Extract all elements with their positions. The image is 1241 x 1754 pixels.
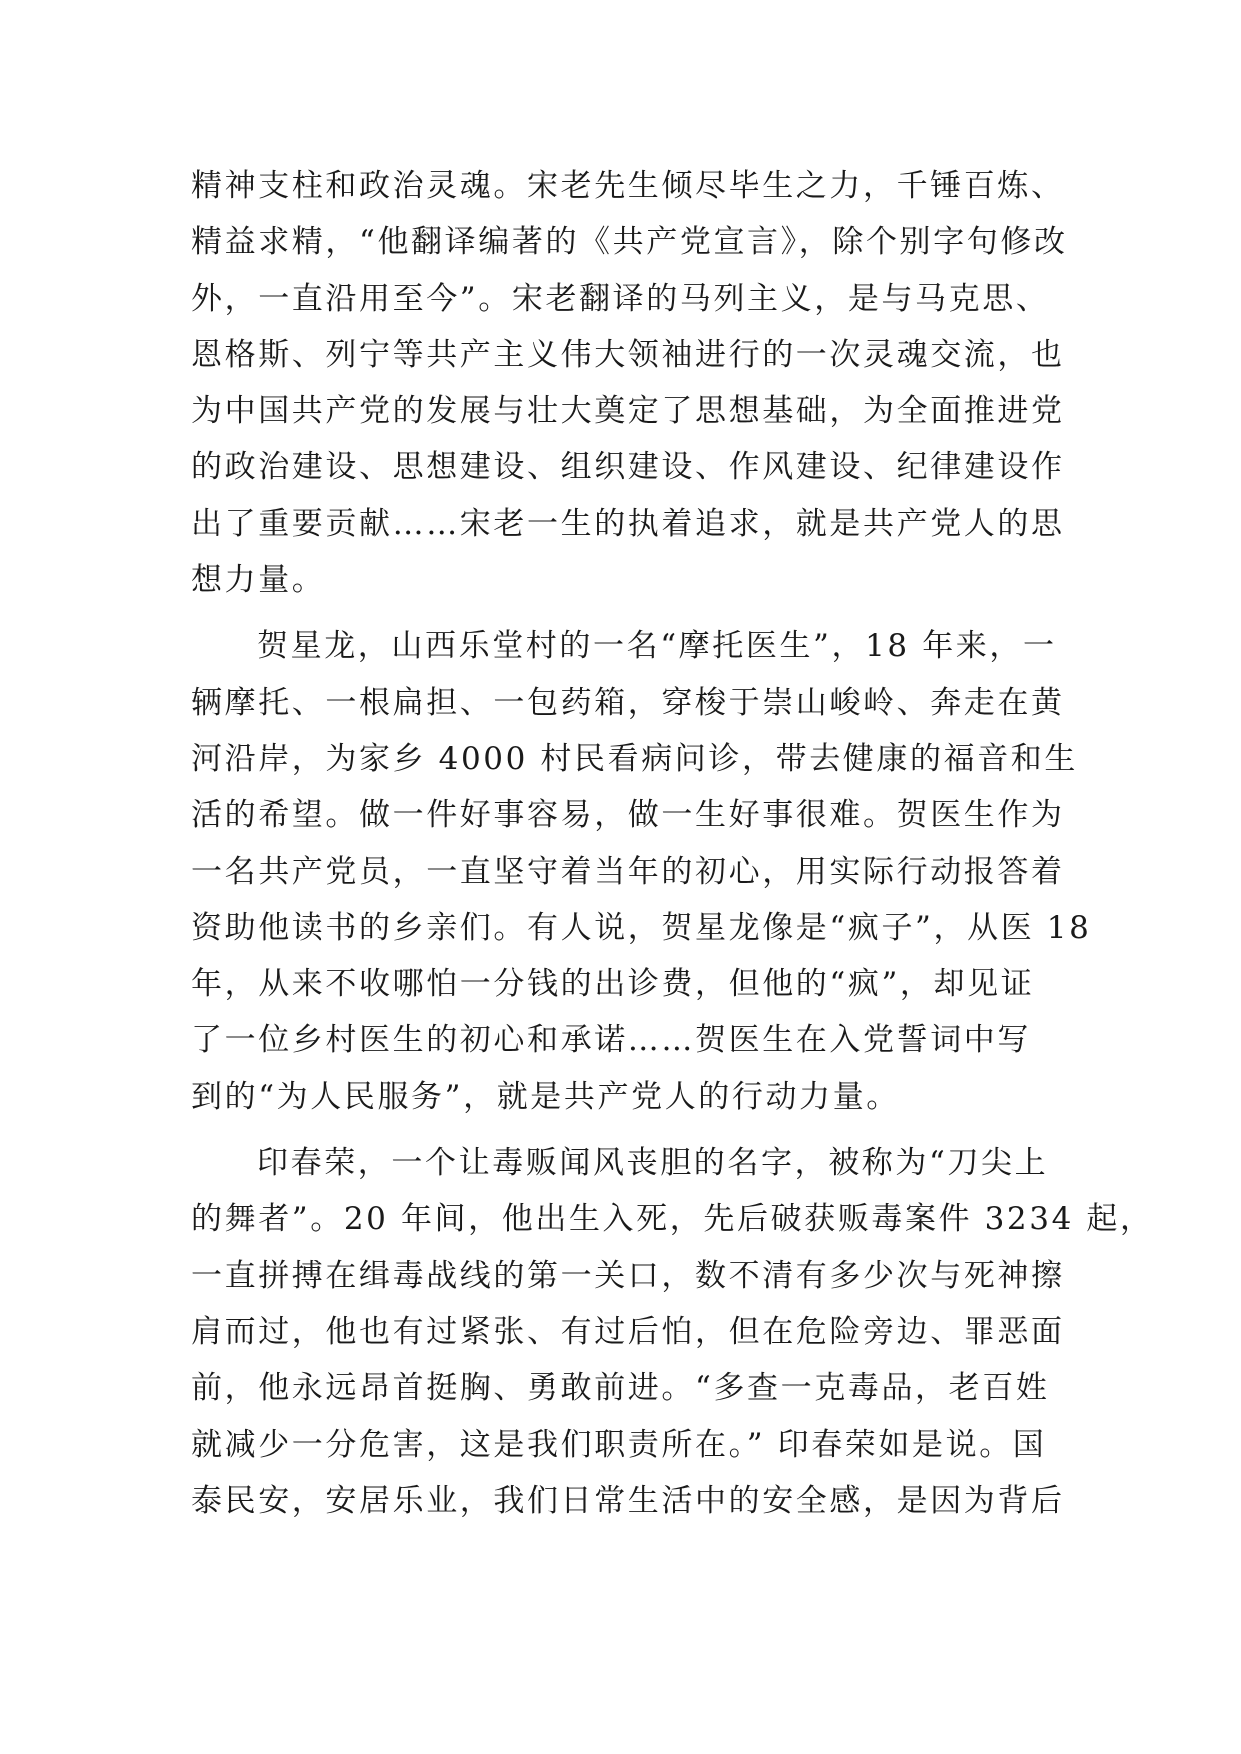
text-line: 印春荣，一个让毒贩闻风丧胆的名字，被称为“刀尖上 (257, 1145, 1049, 1182)
text-line: 活的希望。做一件好事容易，做一生好事很难。贺医生作为 (191, 797, 1065, 834)
paragraph (191, 158, 1071, 608)
text-line: 就减少一分危害，这是我们职责所在。” 印春荣如是说。国 (191, 1426, 1047, 1463)
text-line: 年，从来不收哪怕一分钱的出诊费，但他的“疯”，却见证 (191, 966, 1035, 1003)
text-line: 一名共产党员，一直坚守着当年的初心，用实际行动报答着 (191, 853, 1065, 890)
paragraph-gap (191, 1125, 1071, 1135)
text-line: 肩而过，他也有过紧张、有过后怕，但在危险旁边、罪恶面 (191, 1313, 1065, 1350)
text-line: 资助他读书的乡亲们。有人说，贺星龙像是“疯子”，从医 18 (191, 909, 1092, 946)
paragraph (191, 1135, 1154, 1529)
text-line: 一直拼搏在缉毒战线的第一关口，数不清有多少次与死神擦 (191, 1257, 1065, 1294)
text-line: 出了重要贡献……宋老一生的执着追求，就是共产党人的思 (191, 505, 1065, 542)
paragraph-gap (191, 608, 1071, 618)
text-line: 的舞者”。20 年间，他出生入死，先后破获贩毒案件 3234 起， (191, 1201, 1154, 1238)
text-line: 精神支柱和政治灵魂。宋老先生倾尽毕生之力，千锤百炼、 (191, 168, 1065, 204)
text-line: 精益求精，“他翻译编著的《共产党宣言》，除个别字句修改 (191, 224, 1068, 261)
body-text (191, 158, 1154, 1529)
text-line: 河沿岸，为家乡 4000 村民看病问诊，带去健康的福音和生 (191, 740, 1078, 777)
text-line: 了一位乡村医生的初心和承诺……贺医生在入党誓词中写 (191, 1022, 1031, 1059)
paragraph (191, 618, 1092, 1125)
text-line: 为中国共产党的发展与壮大奠定了思想基础，为全面推进党 (191, 393, 1065, 430)
text-line: 辆摩托、一根扁担、一包药箱，穿梭于崇山峻岭、奔走在黄 (191, 684, 1065, 721)
text-line: 前，他永远昂首挺胸、勇敢前进。“多查一克毒品，老百姓 (191, 1370, 1050, 1407)
text-line: 想力量。 (191, 562, 326, 599)
text-line: 泰民安，安居乐业，我们日常生活中的安全感，是因为背后 (191, 1482, 1065, 1519)
text-line: 恩格斯、列宁等共产主义伟大领袖进行的一次灵魂交流，也 (191, 336, 1065, 373)
text-line: 外，一直沿用至今”。宋老翻译的马列主义，是与马克思、 (191, 280, 1050, 317)
text-line: 贺星龙，山西乐堂村的一名“摩托医生”，18 年来，一 (257, 628, 1057, 665)
text-line: 到的“为人民服务”，就是共产党人的行动力量。 (191, 1078, 900, 1115)
text-line: 的政治建设、思想建设、组织建设、作风建设、纪律建设作 (191, 449, 1065, 486)
